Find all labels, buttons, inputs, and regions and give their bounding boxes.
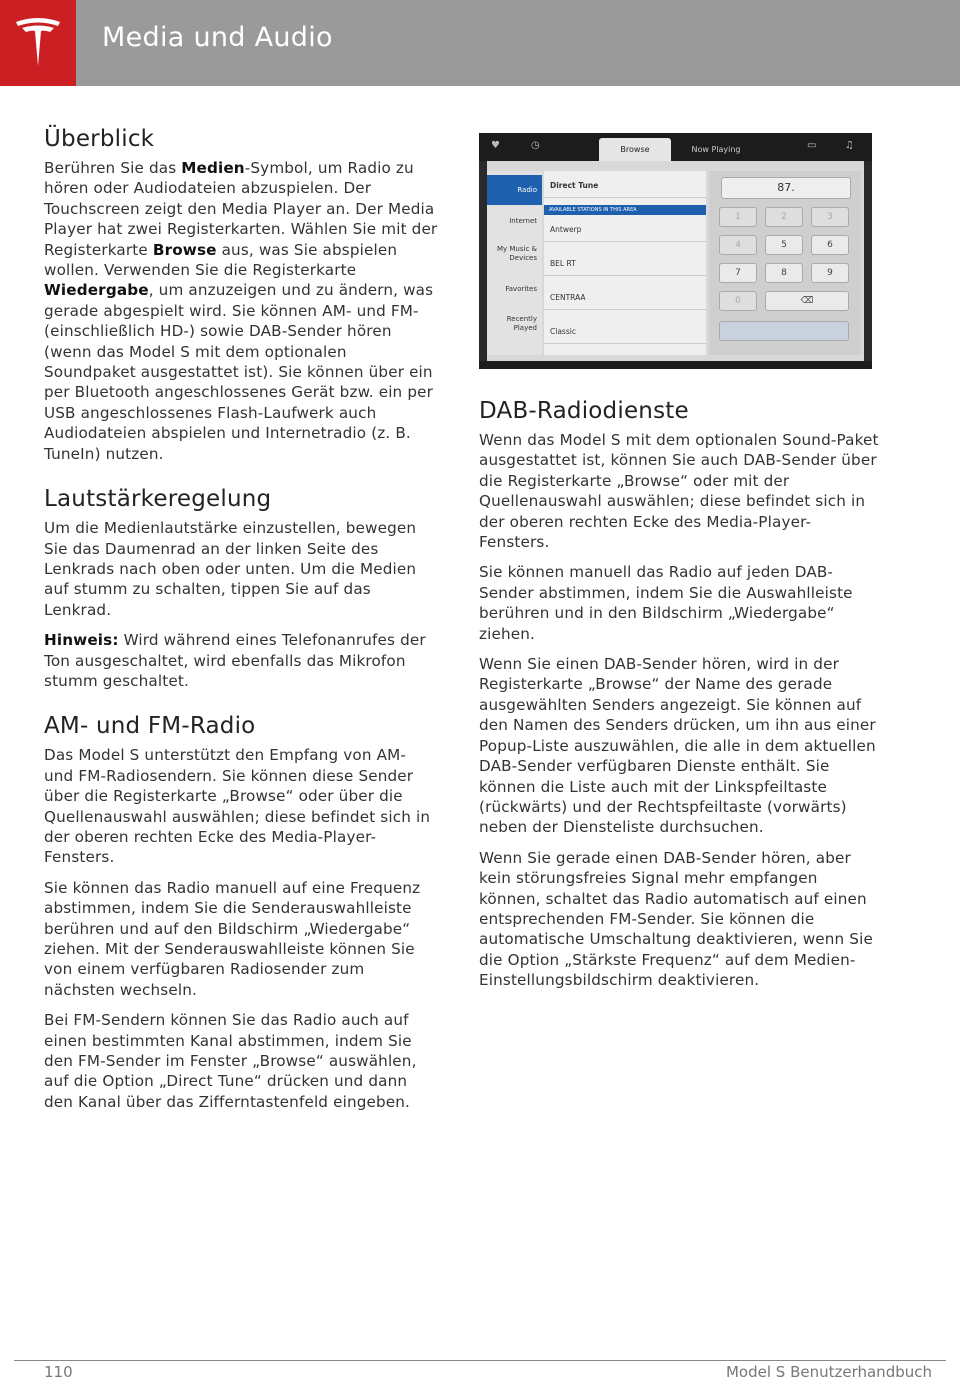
station-row: Antwerp xyxy=(544,217,706,242)
section-title-volume: Lautstärkeregelung xyxy=(44,486,272,513)
sidebar-item-favorites: Favorites xyxy=(505,285,537,293)
dab-paragraph-2: Sie können manuell das Radio auf jeden DAB-Sender abstimmen, indem Sie die Auswahlleiste berühren und in den Bildschirm „Wiedergabe“ ziehen. xyxy=(479,563,853,643)
page-header xyxy=(0,0,960,86)
clock-icon: ◷ xyxy=(531,140,540,151)
am-fm-paragraph-2: Sie können das Radio manuell auf eine Frequenz abstimmen, indem Sie die Senderauswahlleiste berühren und auf den Bildschirm „Wiedergabe“ ziehen. Mit der Senderauswahlleiste können Sie von einem verfügbaren Radiosender zum nächsten wechseln. xyxy=(44,878,421,999)
footer-divider xyxy=(14,1360,946,1361)
keypad-key: 8 xyxy=(765,263,803,283)
keypad-key: 9 xyxy=(811,263,849,283)
keypad-key: 0 xyxy=(719,291,757,311)
direct-tune-row: Direct Tune xyxy=(544,173,706,198)
media-player-body xyxy=(487,161,864,361)
sidebar-item-my-music: My Music & Devices xyxy=(496,245,537,262)
sidebar-item-recently-played: Recently Played xyxy=(506,315,537,332)
heart-icon: ♥ xyxy=(491,140,500,151)
keypad-key: 7 xyxy=(719,263,757,283)
keypad-key: 2 xyxy=(765,207,803,227)
stations-header-bar: AVAILABLE STATIONS IN THIS AREA xyxy=(544,205,706,215)
backspace-key-icon: ⌫ xyxy=(765,291,849,311)
keypad-key: 4 xyxy=(719,235,757,255)
station-list xyxy=(544,171,706,355)
keypad-key: 3 xyxy=(811,207,849,227)
dab-paragraph-3: Wenn Sie einen DAB-Sender hören, wird in der Registerkarte „Browse“ der Name des gerade ausgewählten Senders angezeigt. Sie können auf den Namen des Senders drücken, um ihn aus einer Popup-Liste auszuwählen, die alle in dem aktuellen DAB-Sender verfügbaren Dienste enthält. Sie können die Liste auch mit der Linkspfeiltaste (rückwärts) und der Rechtspfeiltaste (vorwärts) neben der Diensteliste durchsuchen. xyxy=(479,655,876,837)
volume-note: Hinweis: Wird während eines Telefonanrufes der Ton ausgeschaltet, wird ebenfalls das Mikrofon stumm geschaltet. xyxy=(44,631,426,690)
station-row: BEL RT xyxy=(544,251,706,276)
left-column xyxy=(44,126,439,1122)
frequency-display: 87. xyxy=(721,177,851,199)
tab-now-playing: Now Playing xyxy=(691,145,741,154)
sidebar-item-internet: Internet xyxy=(509,217,537,225)
tesla-logo xyxy=(0,0,76,86)
keypad xyxy=(709,171,861,355)
tune-button xyxy=(719,321,849,341)
section-title-dab: DAB-Radiodienste xyxy=(479,398,689,424)
document-title: Model S Benutzerhandbuch xyxy=(725,1363,932,1381)
dab-paragraph-4: Wenn Sie gerade einen DAB-Sender hören, aber kein störungsfreies Signal mehr empfangen können, schaltet das Radio automatisch auf einen entsprechenden FM-Sender. Sie können die automatische Umschaltung deaktivieren, wenn Sie die Option „Stärkste Frequenz“ auf dem Medien-Einstellungsbildschirm deaktivieren. xyxy=(479,848,873,990)
settings-icon: ♫ xyxy=(845,140,854,151)
page-title: Media und Audio xyxy=(102,22,333,53)
station-row: CENTRAA xyxy=(544,285,706,310)
am-fm-paragraph-1: Das Model S unterstützt den Empfang von AM- und FM-Radiosendern. Sie können diese Sender über die Registerkarte „Browse“ oder über die Quellenauswahl auswählen; diese befindet sich in der oberen rechten Ecke des Media-Player-Fensters. xyxy=(44,746,431,867)
media-player-screenshot xyxy=(479,133,872,369)
tab-browse: Browse xyxy=(599,138,671,161)
section-title-am-fm: AM- und FM-Radio xyxy=(44,713,256,740)
dab-paragraph-1: Wenn das Model S mit dem optionalen Sound-Paket ausgestattet ist, können Sie auch DAB-Sender über die Registerkarte „Browse“ oder mit der Quellenauswahl auswählen; diese befindet sich in der oberen rechten Ecke des Media-Player-Fensters. xyxy=(479,431,879,552)
keypad-key: 6 xyxy=(811,235,849,255)
keypad-key: 5 xyxy=(765,235,803,255)
source-icon: ▭ xyxy=(807,140,817,151)
am-fm-paragraph-3: Bei FM-Sendern können Sie das Radio auch auf einen bestimmten Kanal abstimmen, indem Sie den FM-Sender im Fenster „Browse“ auswählen, auf die Option „Direct Tune“ drücken und dann den Kanal über das Zifferntastenfeld eingeben. xyxy=(44,1011,417,1111)
section-title-overview: Überblick xyxy=(44,126,155,152)
keypad-key: 1 xyxy=(719,207,757,227)
right-column xyxy=(479,398,879,1001)
sidebar-item-radio: Radio xyxy=(487,175,542,205)
page-number: 110 xyxy=(44,1363,73,1381)
media-sidebar xyxy=(487,171,542,355)
tesla-logo-icon xyxy=(14,16,62,68)
media-player-topbar xyxy=(479,133,872,161)
media-player-bottombar xyxy=(479,361,872,369)
station-row: Classic xyxy=(544,319,706,344)
overview-paragraph: Berühren Sie das Medien-Symbol, um Radio zu hören oder Audiodateien abzuspielen. Der Touchscreen zeigt den Media Player an. Der Media Player hat zwei Registerkarten. Wählen Sie mit der Registerkarte Browse aus, was Sie abspielen wollen. Verwenden Sie die Registerkarte Wiedergabe, um anzuzeigen und zu ändern, was gerade abgespielt wird. Sie können AM- und FM- (einschließlich HD-) sowie DAB-Sender hören (wenn das Model S mit dem optionalen Soundpaket ausgestattet ist). Sie können über ein per Bluetooth angeschlossenes Gerät bzw. ein per USB angeschlossenes Flash-Laufwerk auch Audiodateien abspielen und Internetradio (z. B. TuneIn) nutzen. xyxy=(44,159,438,463)
volume-paragraph: Um die Medienlautstärke einzustellen, bewegen Sie das Daumenrad an der linken Seite des Lenkrads nach oben oder unten. Um die Medien auf stumm zu schalten, tippen Sie auf das Lenkrad. xyxy=(44,519,417,619)
